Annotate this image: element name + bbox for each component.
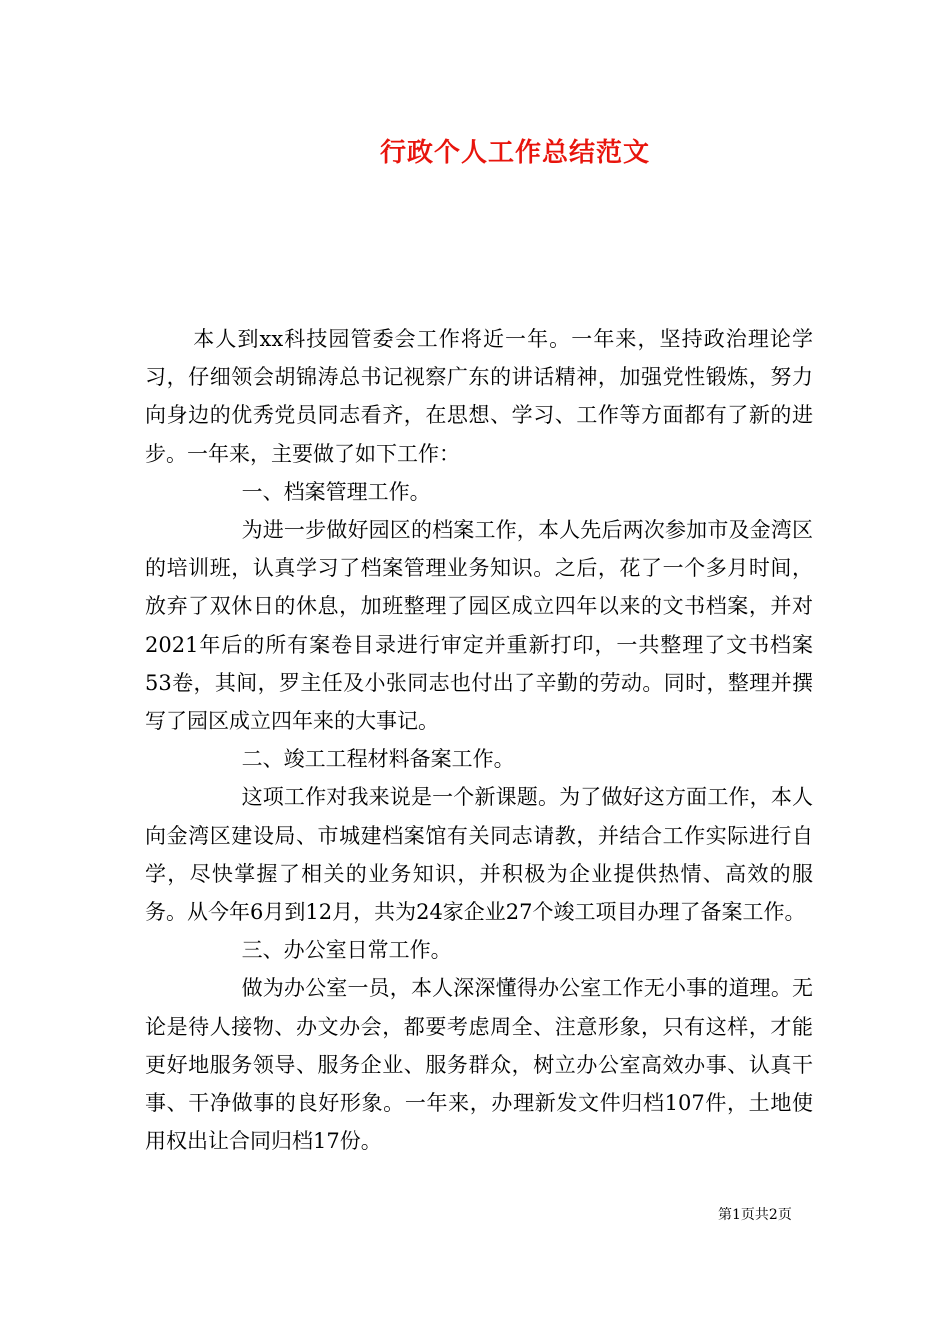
document-title: 行政个人工作总结范文: [379, 138, 650, 168]
paragraph-archives: 为进一步做好园区的档案工作，本人先后两次参加市及金湾区的培训班，认真学习了档案管理业务知识。之后，花了一个多月时间，放弃了双休日的休息，加班整理了园区成立四年以来的文书档案，并对2021年后的所有案卷目录进行审定并重新打印，一共整理了文书档案53卷，其间，罗主任及小张同志也付出了辛勤的劳动。同时，整理并撰写了园区成立四年来的大事记。: [145, 518, 813, 734]
paragraph-office-routine: 做为办公室一员，本人深深懂得办公室工作无小事的道理。无论是待人接物、办文办会，都要考虑周全、注意形象，只有这样，才能更好地服务领导、服务企业、服务群众，树立办公室高效办事、认真干事、干净做事的良好形象。一年来，办理新发文件归档107件，土地使用权出让合同归档17份。: [145, 976, 813, 1154]
paragraph-completion-filing: 这项工作对我来说是一个新课题。为了做好这方面工作，本人向金湾区建设局、市城建档案馆有关同志请教，并结合工作实际进行自学，尽快掌握了相关的业务知识，并积极为企业提供热情、高效的服务。从今年6月到12月，共为24家企业27个竣工项目办理了备案工作。: [145, 785, 813, 925]
section-heading-archives: 一、档案管理工作。: [241, 479, 431, 504]
section-heading-completion-filing: 二、竣工工程材料备案工作。: [241, 747, 515, 772]
page-number: 第1页共2页: [718, 1207, 792, 1223]
section-heading-office-routine: 三、办公室日常工作。: [241, 938, 452, 963]
document-body: [145, 320, 813, 1160]
paragraph-intro: 本人到xx科技园管委会工作将近一年。一年来，坚持政治理论学习，仔细领会胡锦涛总书记视察广东的讲话精神，加强党性锻炼，努力向身边的优秀党员同志看齐，在思想、学习、工作等方面都有了新的进步。一年来，主要做了如下工作：: [145, 327, 813, 466]
